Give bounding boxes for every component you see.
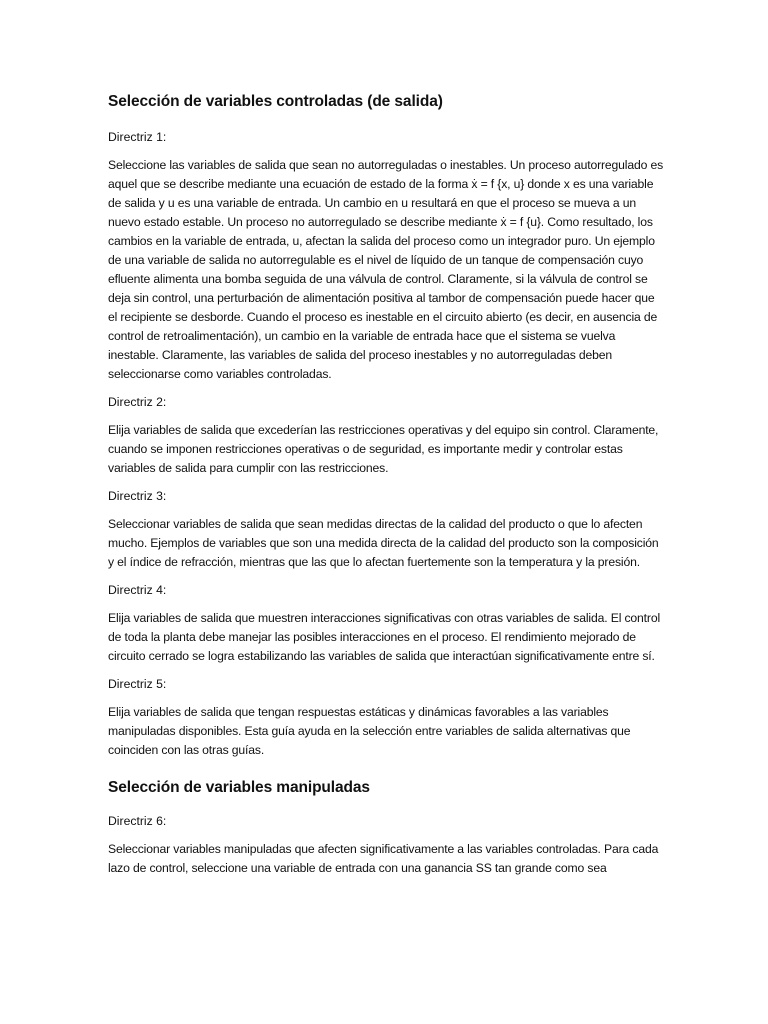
guideline-5-text: Elija variables de salida que tengan respuestas estáticas y dinámicas favorables a las variables manipuladas disponibles. Esta guía ayuda en la selección entre variables de salida alternativas que coinciden con las otras guías. bbox=[108, 705, 631, 757]
guideline-1-label: Directriz 1: bbox=[108, 130, 167, 144]
guideline-4-text: Elija variables de salida que muestren interacciones significativas con otras variables de salida. El control de toda la planta debe manejar las posibles interacciones en el proceso. El rendimiento mejorado de circuito cerrado se logra estabilizando las variables de salida que interactúan significativamente entre sí. bbox=[108, 611, 661, 663]
document-page bbox=[108, 92, 664, 887]
guideline-4-label: Directriz 4: bbox=[108, 583, 167, 597]
guideline-3-text: Seleccionar variables de salida que sean medidas directas de la calidad del producto o que lo afecten mucho. Ejemplos de variables que son una medida directa de la calidad del producto son la composición y el índice de refracción, mientras que las que lo afectan fuertemente son la temperatura y la presión. bbox=[108, 517, 659, 569]
guideline-2-text: Elija variables de salida que excederían las restricciones operativas y del equipo sin control. Claramente, cuando se imponen restricciones operativas o de seguridad, es importante medir y controlar estas variables de salida para cumplir con las restricciones. bbox=[108, 423, 659, 475]
heading-controlled-variables: Selección de variables controladas (de salida) bbox=[108, 93, 443, 110]
heading-manipulated-variables: Selección de variables manipuladas bbox=[108, 779, 370, 796]
guideline-6-text: Seleccionar variables manipuladas que afecten significativamente a las variables controladas. Para cada lazo de control, seleccione una variable de entrada con una ganancia SS tan grande como sea bbox=[108, 842, 659, 875]
guideline-3-label: Directriz 3: bbox=[108, 489, 167, 503]
guideline-1-text: Seleccione las variables de salida que sean no autorreguladas o inestables. Un proceso autorregulado es aquel que se describe mediante una ecuación de estado de la forma ẋ = f {x, u} donde x es una variable de salida y u es una variable de entrada. Un cambio en u resultará en que el proceso se mueva a un nuevo estado estable. Un proceso no autorregulado se describe mediante ẋ = f {u}. Como resultado, los cambios en la variable de entrada, u, afectan la salida del proceso como un integrador puro. Un ejemplo de una variable de salida no autorregulable es el nivel de líquido de un tanque de compensación cuyo efluente alimenta una bomba seguida de una válvula de control. Claramente, si la válvula de control se deja sin control, una perturbación de alimentación positiva al tambor de compensación puede hacer que el recipiente se desborde. Cuando el proceso es inestable en el circuito abierto (es decir, en ausencia de control de retroalimentación), un cambio en la variable de entrada hace que el sistema se vuelva inestable. Claramente, las variables de salida del proceso inestables y no autorreguladas deben seleccionarse como variables controladas. bbox=[108, 158, 664, 381]
guideline-2-label: Directriz 2: bbox=[108, 395, 167, 409]
guideline-5-label: Directriz 5: bbox=[108, 677, 167, 691]
guideline-6-label: Directriz 6: bbox=[108, 814, 167, 828]
